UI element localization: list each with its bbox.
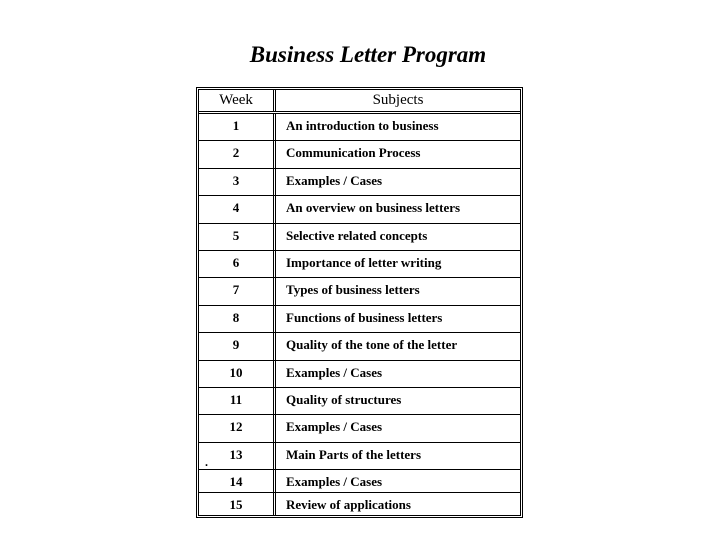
- week-cell: 10: [199, 361, 276, 387]
- table-row: [199, 388, 520, 415]
- subject-cell: Main Parts of the letters: [286, 446, 422, 462]
- subject-cell: An overview on business letters: [286, 200, 461, 216]
- table-row: [199, 333, 520, 360]
- program-table: [196, 87, 523, 518]
- table-row: [199, 141, 520, 168]
- table-row: [199, 493, 520, 515]
- subject-cell: Importance of letter writing: [286, 254, 442, 270]
- subject-cell: Review of applications: [286, 497, 411, 513]
- subject-cell: Communication Process: [286, 145, 421, 161]
- table-row: [199, 306, 520, 333]
- row-mark: .: [205, 454, 208, 469]
- subject-cell: Quality of structures: [286, 391, 402, 407]
- table-row: [199, 251, 520, 278]
- table-row: [199, 196, 520, 223]
- subject-cell: Functions of business letters: [286, 309, 443, 325]
- subject-cell: Selective related concepts: [286, 227, 428, 243]
- week-cell: 2: [199, 141, 276, 167]
- week-cell: 6: [199, 251, 276, 277]
- table-row: [199, 278, 520, 305]
- table-row: [199, 169, 520, 196]
- week-cell: 13: [199, 443, 276, 469]
- subject-cell: Examples / Cases: [286, 419, 383, 435]
- week-cell: 5: [199, 224, 276, 250]
- week-cell: 4: [199, 196, 276, 222]
- table-row: [199, 224, 520, 251]
- table-row: [199, 361, 520, 388]
- week-header: Week: [199, 90, 276, 111]
- subject-cell: Quality of the tone of the letter: [286, 337, 458, 353]
- week-cell: 14: [199, 470, 276, 492]
- week-cell: 8: [199, 306, 276, 332]
- subject-cell: Examples / Cases: [286, 364, 383, 380]
- table-row: [199, 443, 520, 470]
- week-cell: 7: [199, 278, 276, 304]
- week-cell: 15: [199, 493, 276, 515]
- table-row: [199, 470, 520, 493]
- table-row: [199, 415, 520, 442]
- subject-cell: Examples / Cases: [286, 474, 383, 490]
- week-cell: 11: [199, 388, 276, 414]
- subject-cell: Types of business letters: [286, 282, 420, 298]
- table-header-row: [199, 90, 520, 114]
- week-cell: 12: [199, 415, 276, 441]
- week-cell: 1: [199, 114, 276, 140]
- subject-cell: An introduction to business: [286, 118, 439, 133]
- page-title: Business Letter Program: [249, 42, 487, 67]
- subject-cell: Examples / Cases: [286, 172, 383, 188]
- subjects-header: Subjects: [372, 92, 424, 108]
- table-row: [199, 114, 520, 141]
- week-cell: 3: [199, 169, 276, 195]
- week-cell: 9: [199, 333, 276, 359]
